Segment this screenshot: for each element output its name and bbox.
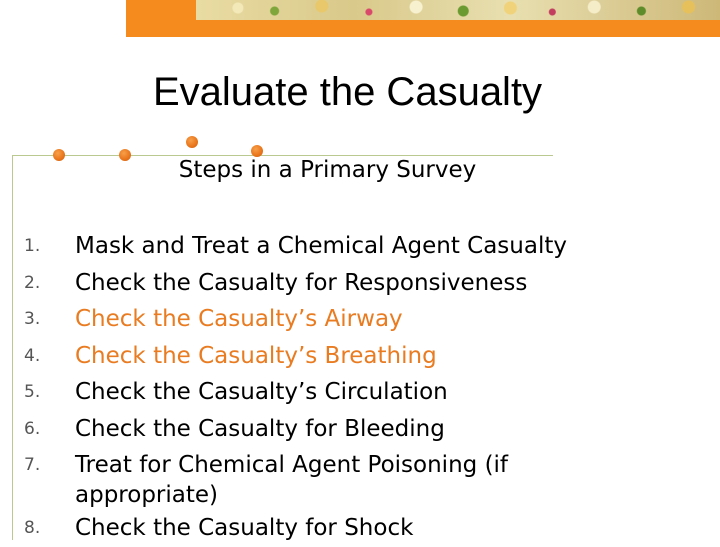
slide-title: Evaluate the Casualty <box>152 70 543 114</box>
horizontal-rule <box>12 155 553 156</box>
step-number: 8. <box>24 518 41 538</box>
decorative-dot <box>251 145 263 157</box>
vertical-rule <box>12 155 13 540</box>
step-text: Check the Casualty for Responsiveness <box>75 269 528 296</box>
step-text: Check the Casualty for Bleeding <box>75 415 445 442</box>
step-item <box>24 265 714 302</box>
step-item <box>24 447 635 510</box>
slide-subtitle: Steps in a Primary Survey <box>178 157 477 183</box>
step-text: Treat for Chemical Agent Poisoning (if appropriate) <box>75 452 509 508</box>
step-number: 1. <box>24 236 41 256</box>
step-item <box>24 411 714 448</box>
step-number: 6. <box>24 418 41 439</box>
step-text: Mask and Treat a Chemical Agent Casualty <box>75 233 567 259</box>
step-item <box>24 374 714 411</box>
step-text: Check the Casualty’s Airway <box>75 306 403 332</box>
decorative-dot <box>186 136 198 148</box>
step-text: Check the Casualty for Shock <box>75 515 414 541</box>
step-text: Check the Casualty’s Circulation <box>75 379 448 405</box>
steps-list <box>24 228 714 547</box>
step-item <box>24 301 714 338</box>
step-number: 5. <box>24 382 41 402</box>
step-item <box>24 510 714 547</box>
step-item <box>24 228 714 265</box>
floral-banner-image <box>196 0 720 20</box>
step-number: 7. <box>24 455 41 475</box>
step-item <box>24 338 714 375</box>
step-number: 4. <box>24 345 41 366</box>
header-banner <box>126 0 720 37</box>
step-number: 3. <box>24 309 41 329</box>
step-text: Check the Casualty’s Breathing <box>75 342 437 369</box>
step-number: 2. <box>24 272 41 293</box>
